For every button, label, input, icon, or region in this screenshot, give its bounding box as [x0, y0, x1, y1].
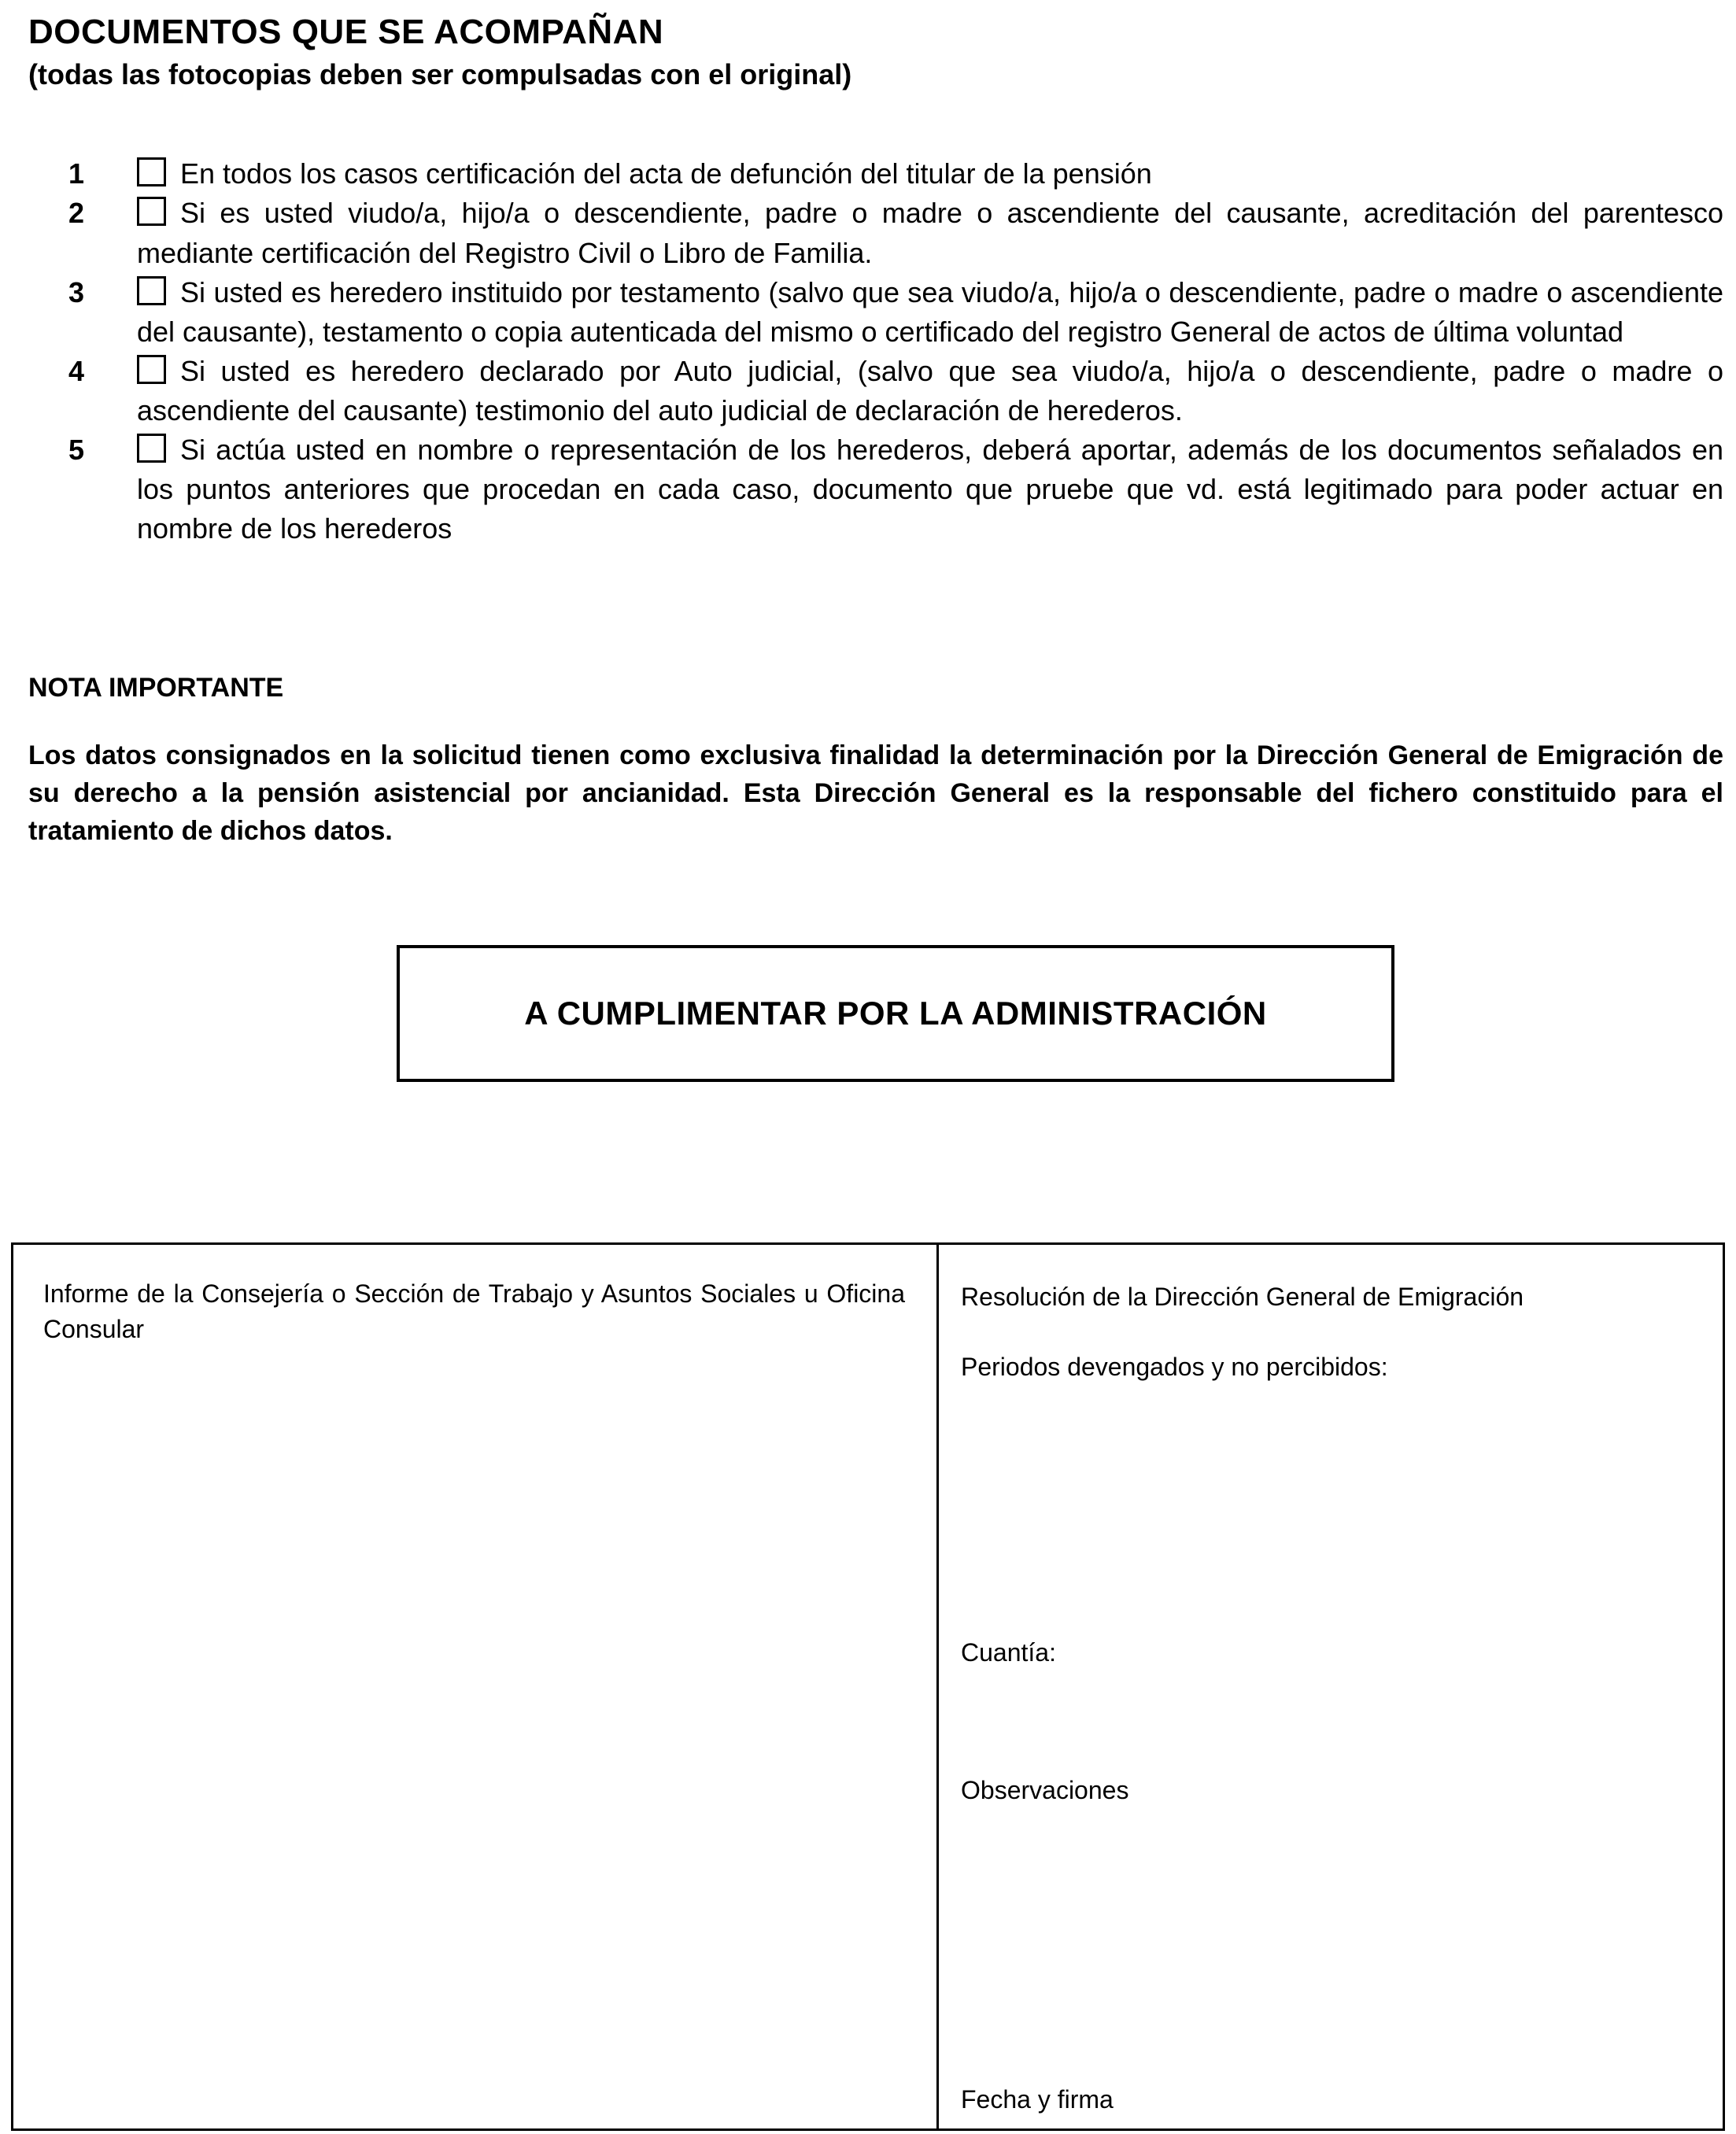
checklist-item-2 [28, 194, 1723, 272]
administration-table [11, 1242, 1725, 2131]
item-number: 1 [68, 157, 85, 190]
item-label: Si es usted viudo/a, hijo/a o descendiente, padre o madre o ascendiente del causante, acreditación del parentesco mediante certificación del Registro Civil o Libro de Familia. [137, 197, 1723, 269]
checkbox-item-1[interactable] [137, 157, 166, 186]
checklist-item-4 [28, 352, 1723, 430]
important-note-heading: NOTA IMPORTANTE [28, 672, 284, 703]
item-number: 2 [68, 197, 85, 230]
checklist-item-5 [28, 430, 1723, 548]
page-title: DOCUMENTOS QUE SE ACOMPAÑAN [28, 13, 664, 51]
item-label: En todos los casos certificación del acta de defunción del titular de la pensión [180, 157, 1152, 190]
page-subtitle: (todas las fotocopias deben ser compulsadas con el original) [28, 58, 852, 91]
form-page [0, 13, 1736, 2134]
observations-label: Observaciones [961, 1776, 1129, 1804]
item-text-block [137, 273, 1723, 352]
item-text-block [137, 352, 1723, 430]
checkbox-item-3[interactable] [137, 276, 166, 305]
item-text-block [137, 194, 1723, 272]
periods-label: Periodos devengados y no percibidos: [961, 1353, 1388, 1381]
checkbox-item-2[interactable] [137, 197, 166, 226]
amount-label: Cuantía: [961, 1638, 1056, 1667]
date-signature-label: Fecha y firma [961, 2085, 1114, 2114]
item-label: Si usted es heredero declarado por Auto judicial, (salvo que sea viudo/a, hijo/a o descendiente, padre o madre o ascendiente del causante) testimonio del auto judicial de declaración de herederos. [137, 354, 1723, 426]
item-text-block [137, 430, 1723, 548]
checklist-item-3 [28, 273, 1723, 352]
item-number: 3 [68, 275, 85, 308]
checkbox-item-4[interactable] [137, 355, 166, 384]
resolution-cell [938, 1244, 1724, 2130]
item-number: 4 [68, 354, 85, 387]
checklist-item-1 [28, 154, 1723, 194]
resolution-heading: Resolución de la Dirección General de Emigración [961, 1283, 1524, 1311]
consejeria-report-label: Informe de la Consejería o Sección de Trabajo y Asuntos Sociales u Oficina Consular [43, 1279, 905, 1343]
item-text-block [137, 154, 1723, 194]
important-note-body: Los datos consignados en la solicitud tienen como exclusiva finalidad la determinación por la Dirección General de Emigración de su derecho a la pensión asistencial por ancianidad. Esta Dirección General es la responsable del fichero constituido para el tratamiento de dichos datos. [28, 740, 1723, 847]
checkbox-item-5[interactable] [137, 434, 166, 463]
item-number: 5 [68, 433, 85, 466]
administration-box-label: A CUMPLIMENTAR POR LA ADMINISTRACIÓN [524, 994, 1267, 1032]
item-label: Si usted es heredero instituido por testamento (salvo que sea viudo/a, hijo/a o descendiente, padre o madre o ascendiente del causante), testamento o copia autenticada del mismo o certificado del registro General de actos de última voluntad [137, 275, 1723, 348]
administration-table-row [13, 1244, 1724, 2130]
consejeria-report-cell [13, 1244, 938, 2130]
administration-box [397, 945, 1394, 1082]
item-label: Si actúa usted en nombre o representación de los herederos, deberá aportar, además de los documentos señalados en los puntos anteriores que procedan en cada caso, documento que pruebe que vd. está legitimado para poder actuar en nombre de los herederos [137, 433, 1723, 545]
documents-checklist [28, 154, 1723, 548]
